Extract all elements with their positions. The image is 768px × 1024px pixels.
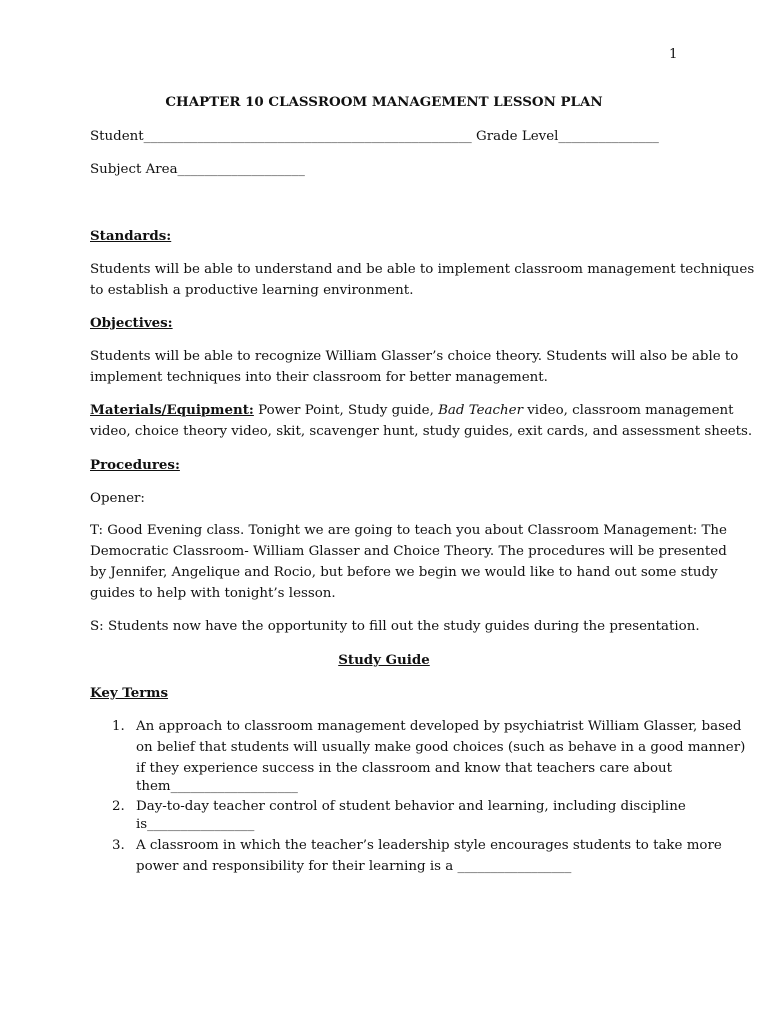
standards-line: Students will be able to understand and be able to implement classroom management techniques [90, 262, 755, 277]
objectives-line: Students will be able to recognize William Glasser’s choice theory. Students will also be able to [90, 349, 739, 364]
standards-heading: Standards: [90, 228, 172, 244]
materials-text-pre: Power Point, Study guide, [253, 403, 439, 418]
list-item-line: if they experience success in the classroom and know that teachers care about [136, 761, 673, 776]
materials-film-title: Bad Teacher [438, 403, 523, 418]
list-item-line: on belief that students will usually make good choices (such as behave in a good manner) [136, 740, 746, 755]
teacher-line: guides to help with tonight’s lesson. [90, 586, 336, 601]
key-terms-heading: Key Terms [90, 685, 169, 701]
list-item-number: 1. [112, 719, 125, 734]
list-item-number: 3. [112, 838, 125, 853]
list-item [112, 716, 746, 795]
list-item-line: An approach to classroom management developed by psychiatrist William Glasser, based [136, 719, 742, 734]
subject-area-line: Subject Area___________________ [90, 162, 305, 177]
teacher-line: T: Good Evening class. Tonight we are going to teach you about Classroom Management: The [90, 523, 727, 538]
list-item-line: them___________________ [136, 779, 298, 794]
procedures-heading: Procedures: [90, 457, 180, 473]
opener-label: Opener: [90, 491, 145, 506]
objectives-line: implement techniques into their classroom for better management. [90, 370, 548, 385]
list-item [112, 835, 722, 877]
study-guide-title: Study Guide [338, 652, 430, 668]
list-item-line: power and responsibility for their learning is a _________________ [136, 859, 572, 874]
objectives-text [90, 346, 739, 388]
materials-line: video, choice theory video, skit, scavenger hunt, study guides, exit cards, and assessment sheets. [90, 424, 753, 439]
standards-line: to establish a productive learning environment. [90, 283, 414, 298]
teacher-line: Democratic Classroom- William Glasser and Choice Theory. The procedures will be presented [90, 544, 727, 559]
student-grade-line: Student_________________________________________________ Grade Level_______________ [90, 129, 659, 144]
list-item [112, 796, 692, 833]
materials-text [90, 400, 753, 442]
objectives-heading: Objectives: [90, 315, 173, 331]
teacher-line: by Jennifer, Angelique and Rocio, but before we begin we would like to hand out some study [90, 565, 718, 580]
materials-text-post: video, classroom management [522, 403, 734, 418]
key-terms-list [112, 716, 746, 877]
student-dialogue: S: Students now have the opportunity to fill out the study guides during the presentation. [90, 619, 700, 634]
standards-text [90, 259, 755, 301]
teacher-dialogue [90, 520, 727, 604]
list-item-number: 2. [112, 799, 125, 814]
list-item-line: A classroom in which the teacher’s leadership style encourages students to take more [136, 838, 722, 853]
materials-heading: Materials/Equipment: [90, 402, 254, 418]
page-number: 1 [669, 47, 678, 62]
document-title: CHAPTER 10 CLASSROOM MANAGEMENT LESSON PLAN [165, 94, 603, 110]
list-item-line: Day-to-day teacher control of student behavior and learning, including discipline [136, 799, 686, 814]
list-item-line: is________________ [136, 817, 255, 832]
materials-line [90, 400, 734, 421]
